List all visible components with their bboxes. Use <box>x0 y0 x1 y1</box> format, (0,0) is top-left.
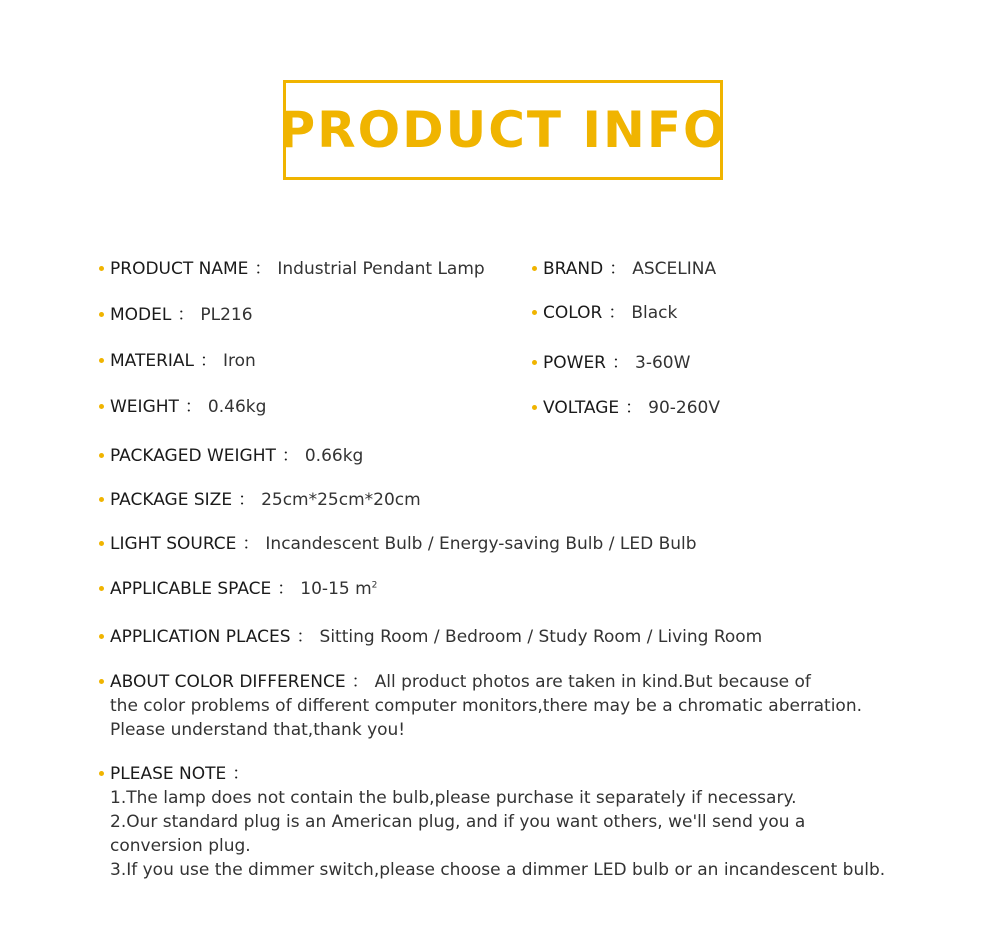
spec-separator: ： <box>612 353 629 373</box>
spec-brand <box>532 257 716 281</box>
spec-separator: ： <box>184 397 202 417</box>
spec-value-text: 10-15 m <box>300 579 372 599</box>
spec-value: Black <box>631 303 678 323</box>
bullet-icon <box>532 405 537 410</box>
please-note-block <box>99 762 885 882</box>
spec-value: Industrial Pendant Lamp <box>277 259 485 279</box>
spec-value <box>300 577 377 601</box>
spec-label: COLOR <box>543 303 603 323</box>
bullet-icon <box>99 541 104 546</box>
spec-weight <box>99 395 266 419</box>
bullet-icon <box>99 312 104 317</box>
page-title: PRODUCT INFO <box>278 101 728 159</box>
note-line: conversion plug. <box>110 836 251 856</box>
spec-value: 3-60W <box>635 353 691 373</box>
spec-separator: ： <box>232 764 250 784</box>
spec-value: 25cm*25cm*20cm <box>261 490 421 510</box>
spec-separator: ： <box>200 351 218 371</box>
spec-application-places <box>99 625 762 649</box>
bullet-icon <box>99 266 104 271</box>
spec-product-name <box>99 257 485 281</box>
spec-value: Sitting Room / Bedroom / Study Room / Living Room <box>319 627 763 647</box>
spec-value: ASCELINA <box>632 259 717 279</box>
spec-label: PACKAGE SIZE <box>110 490 233 510</box>
spec-label: PACKAGED WEIGHT <box>110 446 276 466</box>
note-line: 1.The lamp does not contain the bulb,please purchase it separately if necessary. <box>110 788 797 808</box>
spec-label: PRODUCT NAME <box>110 259 249 279</box>
spec-separator: ： <box>277 579 295 599</box>
please-note-label: PLEASE NOTE <box>110 764 227 784</box>
spec-material <box>99 349 256 373</box>
spec-value: PL216 <box>200 305 253 325</box>
spec-separator: ： <box>238 490 256 510</box>
bullet-icon <box>532 360 537 365</box>
spec-label: APPLICABLE SPACE <box>110 579 272 599</box>
spec-label: MATERIAL <box>110 351 195 371</box>
bullet-icon <box>99 453 104 458</box>
superscript: 2 <box>371 580 378 591</box>
spec-label: BRAND <box>543 259 604 279</box>
spec-value: 90-260V <box>648 398 720 418</box>
spec-value: Iron <box>223 351 256 371</box>
bullet-icon <box>99 586 104 591</box>
spec-separator: ： <box>177 305 195 325</box>
bullet-icon <box>532 266 537 271</box>
spec-separator: ： <box>281 446 299 466</box>
spec-model <box>99 303 253 327</box>
spec-separator: ： <box>242 534 260 554</box>
spec-separator: ： <box>625 398 643 418</box>
color-difference-block <box>99 670 862 742</box>
spec-separator: ： <box>608 303 626 323</box>
color-difference-line2: the color problems of different computer monitors,there may be a chromatic aberration. <box>110 696 863 716</box>
color-difference-line1: All product photos are taken in kind.But because of <box>374 672 811 692</box>
spec-label: POWER <box>543 353 606 373</box>
bullet-icon <box>99 404 104 409</box>
color-difference-line3: Please understand that,thank you! <box>110 720 406 740</box>
spec-separator: ： <box>296 627 314 647</box>
spec-label: WEIGHT <box>110 397 179 417</box>
spec-value: 0.66kg <box>304 446 364 466</box>
spec-label: MODEL <box>110 305 172 325</box>
note-line: 2.Our standard plug is an American plug, and if you want others, we'll send you a <box>110 812 806 832</box>
spec-package-size <box>99 488 421 512</box>
spec-voltage <box>532 396 720 420</box>
spec-packaged-weight <box>99 444 363 468</box>
note-line: 3.If you use the dimmer switch,please choose a dimmer LED bulb or an incandescent bulb. <box>110 860 886 880</box>
spec-applicable-space <box>99 577 377 601</box>
spec-separator: ： <box>351 672 369 692</box>
bullet-icon <box>99 634 104 639</box>
bullet-icon <box>99 358 104 363</box>
spec-label: VOLTAGE <box>543 398 620 418</box>
spec-separator: ： <box>254 259 272 279</box>
spec-value: Incandescent Bulb / Energy-saving Bulb / LED Bulb <box>265 534 697 554</box>
spec-value: 0.46kg <box>207 397 267 417</box>
spec-color <box>532 301 677 325</box>
bullet-icon <box>99 679 104 684</box>
spec-power <box>532 351 690 375</box>
spec-light-source <box>99 532 697 556</box>
bullet-icon <box>99 497 104 502</box>
title-box <box>278 80 728 180</box>
spec-separator: ： <box>609 259 627 279</box>
spec-label: APPLICATION PLACES <box>110 627 291 647</box>
bullet-icon <box>99 771 104 776</box>
spec-label: LIGHT SOURCE <box>110 534 237 554</box>
bullet-icon <box>532 310 537 315</box>
color-difference-label: ABOUT COLOR DIFFERENCE <box>110 672 346 692</box>
